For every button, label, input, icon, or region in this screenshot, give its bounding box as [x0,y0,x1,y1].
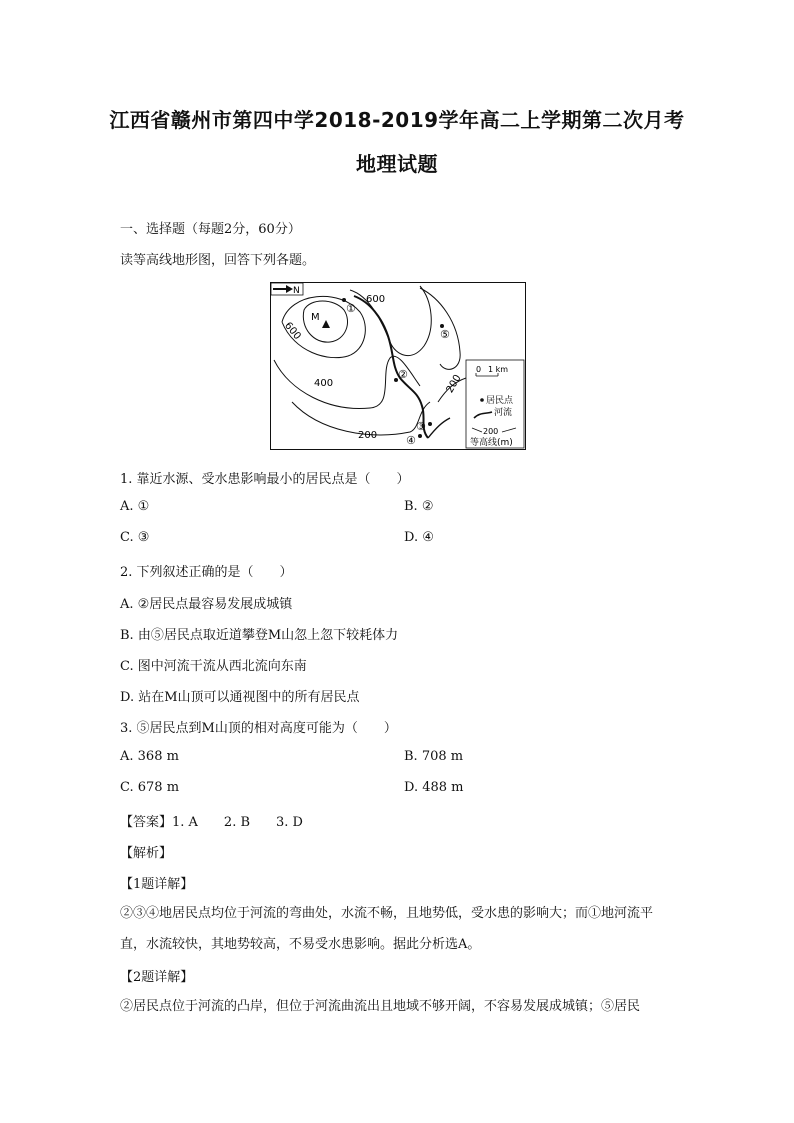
legend-river: 河流 [494,408,513,418]
settlement-label: ③ [416,420,426,433]
map-legend [466,360,524,448]
contour-map [270,282,526,450]
legend-scale-zero: 0 [476,365,482,374]
document-subtitle: 地理试题 [356,152,438,176]
peak-label: M [311,312,320,323]
river-branch [428,418,450,438]
contour-label: 200 [358,430,378,441]
settlement-label: ② [398,368,408,381]
question-option: C. ③ [120,530,150,545]
legend-contour: 等高线(m) [470,438,513,448]
question-option: D. 488 m [404,780,464,795]
settlement-dot [428,422,432,426]
question-option: B. ② [404,499,434,514]
section-heading: 一、选择题（每题2分，60分） [120,222,301,237]
q2-analysis-label: 【2题详解】 [120,970,194,985]
question-option: A. ②居民点最容易发展成城镇 [120,597,293,612]
legend-contour-value: 200 [483,427,499,436]
question-option: B. 由⑤居民点取近道攀登M山忽上忽下较耗体力 [120,628,399,643]
question-option: C. 678 m [120,780,180,795]
settlement-dot [418,434,422,438]
legend-dot-icon [480,398,484,402]
contour-label: 600 [366,294,386,305]
settlement-label: ① [346,302,356,315]
analysis-label: 【解析】 [120,846,173,861]
contour-label: 600 [282,320,303,343]
legend-scale-unit: 1 km [488,365,509,374]
settlement-label: ⑤ [440,328,450,341]
question-stem: 3. ⑤居民点到M山顶的相对高度可能为（ ） [120,721,397,736]
north-label: N [293,286,300,296]
legend-settlement: 居民点 [486,396,514,406]
question-option: D. 站在M山顶可以通视图中的所有居民点 [120,690,360,705]
question-option: B. 708 m [404,749,464,764]
question-option: D. ④ [404,530,434,545]
q1-analysis-text: ②③④地居民点均位于河流的弯曲处，水流不畅，且地势低，受水患的影响大；而①地河流平直，水流较快，其地势较高，不易受水患影响。据此分析选A。 [120,906,654,952]
q1-analysis-label: 【1题详解】 [120,877,194,892]
question-stem: 2. 下列叙述正确的是（ ） [120,565,293,580]
question-option: A. 368 m [120,749,179,764]
peak-triangle-icon [322,320,330,328]
section-intro: 读等高线地形图，回答下列各题。 [120,253,316,268]
contour-label: 200 [444,372,464,395]
contour-line-400 [274,356,420,408]
answer-key: 【答案】1. A 2. B 3. D [120,815,303,830]
question-option: C. 图中河流干流从西北流向东南 [120,659,307,674]
question-stem: 1. 靠近水源、受水患影响最小的居民点是（ ） [120,472,410,487]
question-option: A. ① [120,499,150,514]
settlement-label: ④ [406,434,416,447]
q2-analysis-text: ②居民点位于河流的凸岸，但位于河流曲流出且地域不够开阔，不容易发展成城镇；⑤居民 [120,999,641,1014]
document-title: 江西省赣州市第四中学2018-2019学年高二上学期第二次月考 [109,108,685,132]
contour-label: 400 [314,378,334,389]
river [354,296,428,438]
